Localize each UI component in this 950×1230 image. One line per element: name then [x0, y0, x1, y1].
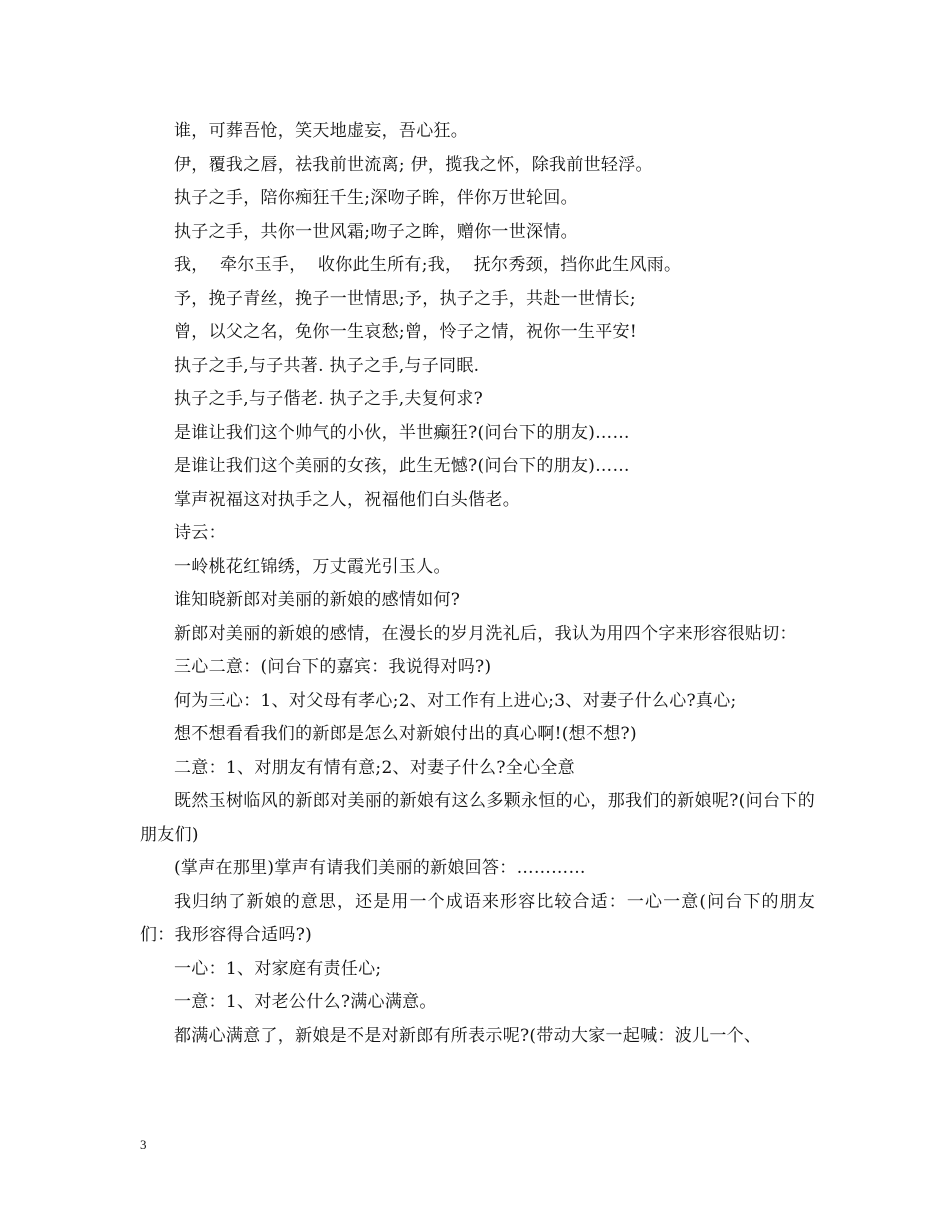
page-number: 3 [140, 1137, 147, 1152]
paragraph: 谁知晓新郎对美丽的新娘的感情如何? [174, 590, 461, 610]
paragraph: 我， 牵尔玉手， 收你此生所有;我， 抚尔秀颈，挡你此生风雨。 [174, 255, 682, 275]
paragraph: 二意：1、对朋友有情有意;2、对妻子什么?全心全意 [174, 757, 575, 778]
paragraph: 一心：1、对家庭有责任心; [174, 958, 382, 979]
paragraph: 掌声祝福这对执手之人，祝福他们白头偕老。 [174, 489, 520, 510]
paragraph: 何为三心：1、对父母有孝心;2、对工作有上进心;3、对妻子什么心?真心; [174, 690, 737, 711]
paragraph: 曾，以父之名，免你一生哀愁;曾，怜子之情，祝你一生平安! [174, 322, 637, 342]
paragraph: 三心二意：(问台下的嘉宾：我说得对吗?) [174, 657, 492, 677]
paragraph: 执子之手，陪你痴狂千生;深吻子眸，伴你万世轮回。 [174, 188, 578, 208]
paragraph: 诗云： [174, 523, 226, 543]
paragraph: 一意：1、对老公什么?满心满意。 [174, 992, 437, 1012]
paragraph: 新郎对美丽的新娘的感情，在漫长的岁月洗礼后，我认为用四个字来形容很贴切： [174, 623, 797, 644]
document-body [140, 115, 815, 1053]
paragraph: 是谁让我们这个帅气的小伙，半世癫狂?(问台下的朋友)…… [174, 422, 630, 443]
paragraph: 谁，可葬吾怆，笑天地虚妄，吾心狂。 [174, 121, 469, 141]
paragraph: 都满心满意了，新娘是不是对新郎有所表示呢?(带动大家一起喊：波儿一个、 [174, 1025, 762, 1046]
paragraph: 执子之手,与子共著. 执子之手,与子同眠. [174, 355, 480, 376]
paragraph: 予，挽子青丝，挽子一世情思;予，执子之手，共赴一世情长; [174, 288, 636, 309]
paragraph: 执子之手,与子偕老. 执子之手,夫复何求? [174, 389, 484, 409]
paragraph: 想不想看看我们的新郎是怎么对新娘付出的真心啊!(想不想?) [174, 724, 637, 744]
paragraph: 既然玉树临风的新郎对美丽的新娘有这么多颗永恒的心，那我们的新娘呢?(问台下的朋友们) [140, 791, 815, 845]
paragraph: 一岭桃花红锦绣，万丈霞光引玉人。 [174, 556, 451, 577]
paragraph: 是谁让我们这个美丽的女孩，此生无憾?(问台下的朋友)…… [174, 456, 630, 476]
paragraph: 执子之手，共你一世风霜;吻子之眸，赠你一世深情。 [174, 221, 578, 242]
paragraph: (掌声在那里)掌声有请我们美丽的新娘回答：………… [174, 858, 586, 878]
paragraph: 我归纳了新娘的意思，还是用一个成语来形容比较合适：一心一意(问台下的朋友们：我形容得合适吗?) [140, 891, 815, 945]
paragraph: 伊，覆我之唇，祛我前世流离; 伊，揽我之怀，除我前世轻浮。 [174, 154, 653, 175]
